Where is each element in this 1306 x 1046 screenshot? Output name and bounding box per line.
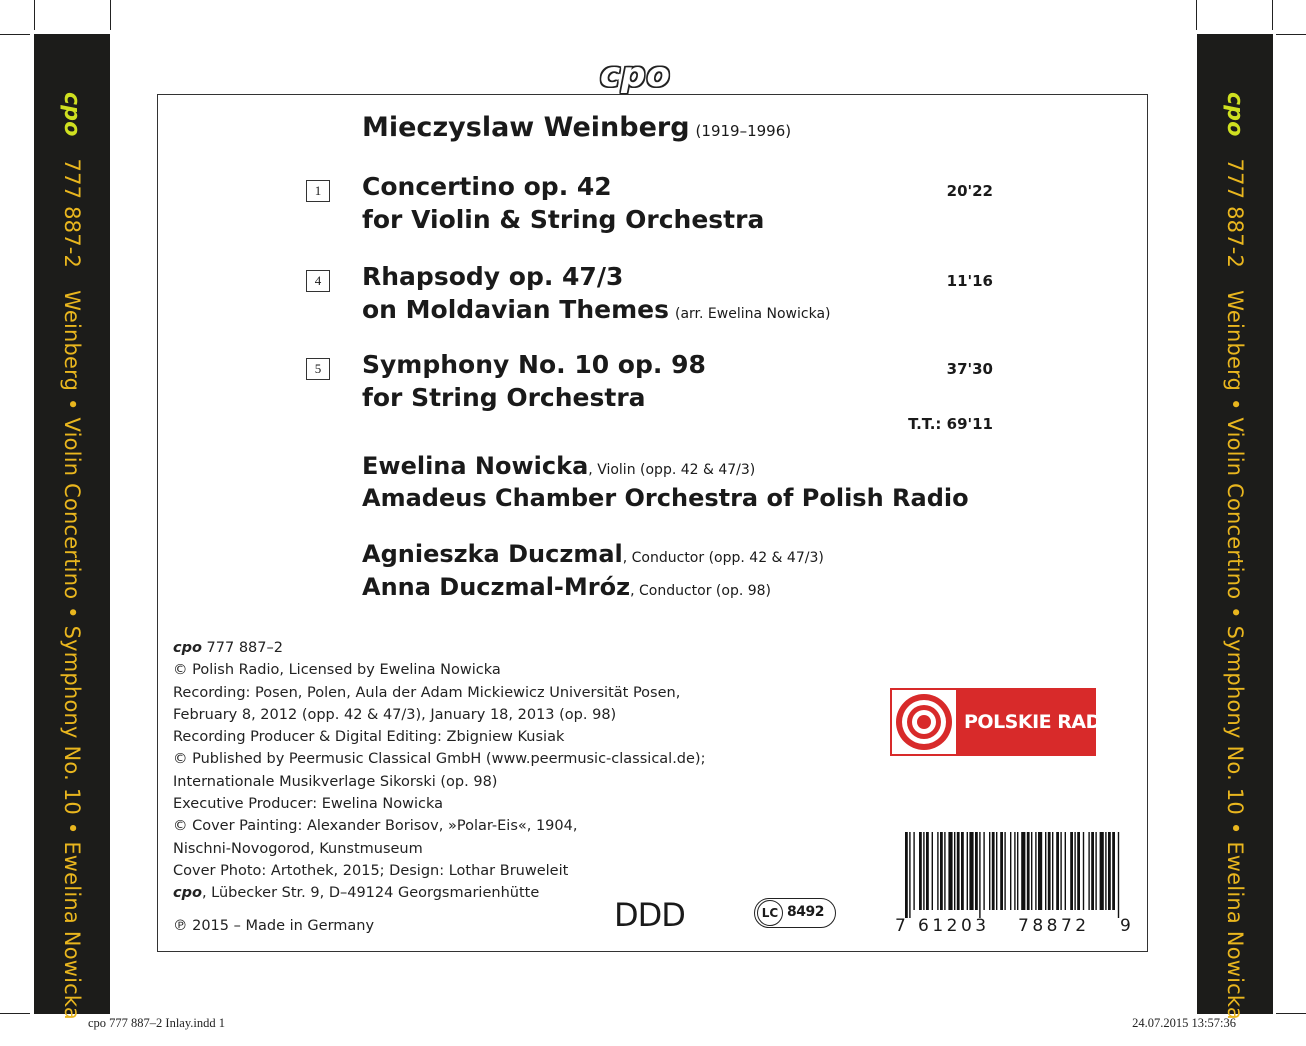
left-spine: [34, 34, 110, 1020]
barcode-bar: [1056, 832, 1059, 910]
label-code: [754, 898, 836, 928]
credits-line: Executive Producer: Ewelina Nowicka: [173, 796, 443, 813]
barcode-bar: [1014, 832, 1015, 910]
performer: [362, 452, 755, 480]
credits-block: [173, 637, 705, 937]
performer: [362, 484, 969, 512]
spine-text: [1197, 34, 1273, 1020]
barcode-bar: [1108, 832, 1111, 910]
right-spine: [1197, 34, 1273, 1020]
slug-left: cpo 777 887–2 Inlay.indd 1: [88, 1016, 226, 1030]
track-number: 1: [306, 180, 330, 202]
track-number: 4: [306, 270, 330, 292]
barcode-bar: [1052, 832, 1053, 910]
barcode-bar: [937, 832, 938, 910]
barcode-bar: [1088, 832, 1089, 910]
work-line1: Symphony No. 10 op. 98: [362, 350, 706, 379]
spine-catalog: 777 887-2: [1223, 158, 1247, 269]
barcode-bar: [919, 832, 922, 910]
barcode-bar: [961, 832, 964, 910]
credits-catalog: 777 887–2: [201, 640, 283, 656]
barcode-group: 61203: [918, 916, 990, 936]
crop-mark: [1196, 0, 1197, 30]
radio-target-icon: [892, 690, 956, 754]
barcode-last-digit: 9: [1120, 916, 1135, 936]
barcode-bar: [1031, 832, 1032, 910]
barcode-bar: [979, 832, 980, 918]
credits-line: © Published by Peermusic Classical GmbH (www.peermusic-classical.de);: [173, 751, 706, 768]
barcode-bar: [1100, 832, 1104, 910]
barcode: [903, 832, 1123, 918]
barcode-bar: [1112, 832, 1115, 910]
barcode-bar: [1074, 832, 1075, 910]
performer-name: Amadeus Chamber Orchestra of Polish Radio: [362, 484, 969, 512]
performer-role: , Conductor (op. 98): [630, 583, 772, 599]
lc-number: 8492: [787, 904, 824, 920]
barcode-bar: [948, 832, 952, 910]
barcode-bar: [932, 832, 933, 910]
barcode-bar: [967, 832, 968, 910]
work-note: (arr. Ewelina Nowicka): [675, 306, 831, 322]
barcode-bar: [1070, 832, 1073, 910]
barcode-bar: [1091, 832, 1094, 910]
crop-mark: [1272, 0, 1273, 30]
credits-line: Cover Photo: Artothek, 2015; Design: Lothar Bruweleit: [173, 862, 569, 879]
barcode-bar: [969, 832, 973, 910]
barcode-bar: [975, 832, 978, 910]
credits-line: February 8, 2012 (opp. 42 & 47/3), January 18, 2013 (op. 98): [173, 706, 617, 723]
credits-address: , Lübecker Str. 9, D–49124 Georgsmarienhütte: [201, 885, 540, 902]
performer-role: , Conductor (opp. 42 & 47/3): [622, 550, 824, 566]
barcode-bar: [1027, 832, 1030, 910]
total-time: T.T.: 69'11: [908, 415, 993, 433]
spine-logo: cpo: [59, 92, 85, 137]
performer-name: Ewelina Nowicka: [362, 452, 589, 480]
performer-name: Anna Duczmal-Mróz: [362, 573, 631, 601]
work-duration: 20'22: [946, 182, 993, 200]
barcode-bar: [923, 832, 924, 910]
barcode-bar: [1077, 832, 1080, 910]
barcode-bar: [913, 832, 914, 910]
barcode-bar: [1083, 832, 1084, 910]
barcode-bar: [1017, 832, 1018, 910]
credits-line: Internationale Musikverlage Sikorski (op. 98): [173, 773, 498, 790]
work-line2: for String Orchestra: [362, 383, 646, 412]
crop-mark: [110, 0, 111, 30]
polskie-radio-logo: [890, 688, 1124, 756]
work-line2: for Violin & String Orchestra: [362, 205, 765, 234]
barcode-bar: [1048, 832, 1051, 910]
slug-right: 24.07.2015 13:57:36: [1132, 1016, 1236, 1030]
barcode-bar: [1095, 832, 1096, 910]
credits-cpo-logo: cpo: [173, 885, 202, 902]
composer-dates: (1919–1996): [695, 122, 792, 140]
barcode-bar: [1105, 832, 1106, 910]
barcode-first-digit: 7: [895, 916, 910, 936]
work-duration: 11'16: [946, 272, 993, 290]
barcode-bar: [1035, 832, 1036, 910]
performer: [362, 573, 771, 601]
performer: [362, 540, 824, 568]
crop-mark: [34, 0, 35, 30]
cpo-logo: cpo: [600, 55, 671, 95]
barcode-bar: [1118, 832, 1119, 918]
credits-cpo-logo: cpo: [173, 640, 202, 656]
ddd-mark: DDD: [614, 896, 685, 934]
spine-catalog: 777 887-2: [60, 158, 84, 269]
performer-role: , Violin (opp. 42 & 47/3): [588, 462, 756, 478]
barcode-bar: [926, 832, 929, 910]
barcode-bar: [989, 832, 990, 910]
barcode-bar: [905, 832, 908, 918]
performer-name: Agnieszka Duczmal: [362, 540, 623, 568]
barcode-bar: [1000, 832, 1003, 910]
composer-heading: [362, 112, 791, 143]
barcode-bar: [992, 832, 995, 910]
composer-name: Mieczyslaw Weinberg: [362, 112, 690, 143]
spine-title: Weinberg • Violin Concertino • Symphony No. 10 • Ewelina Nowicka: [60, 290, 84, 1020]
credits-made-in: ℗ 2015 – Made in Germany: [173, 917, 375, 934]
barcode-bar: [1060, 832, 1061, 910]
work-line2: on Moldavian Themes: [362, 295, 669, 324]
work-title: [362, 260, 831, 331]
barcode-group: 78872: [1018, 916, 1090, 936]
barcode-bar: [940, 832, 943, 910]
barcode-bar: [957, 832, 960, 910]
barcode-bar: [1065, 832, 1066, 910]
work-line1: Rhapsody op. 47/3: [362, 262, 624, 291]
work-duration: 37'30: [946, 360, 993, 378]
barcode-bar: [909, 832, 910, 918]
barcode-bar: [1010, 832, 1011, 910]
barcode-bar: [944, 832, 945, 910]
barcode-bar: [954, 832, 955, 910]
spine-logo: cpo: [1222, 92, 1248, 137]
work-line1: Concertino op. 42: [362, 172, 612, 201]
barcode-bar: [983, 832, 984, 910]
spine-text: [34, 34, 110, 1020]
credits-line: © Cover Painting: Alexander Borisov, »Polar-Eis«, 1904,: [173, 818, 578, 835]
credits-line: © Polish Radio, Licensed by Ewelina Nowicka: [173, 662, 501, 679]
credits-line: Recording Producer & Digital Editing: Zbigniew Kusiak: [173, 729, 565, 746]
radio-label: POLSKIE RADIO: [964, 711, 1124, 733]
crop-mark: [1276, 34, 1306, 35]
crop-mark: [0, 34, 30, 35]
work-title: [362, 348, 706, 414]
work-title: [362, 170, 764, 236]
spine-title: Weinberg • Violin Concertino • Symphony No. 10 • Ewelina Nowicka: [1223, 290, 1247, 1020]
barcode-bar: [1021, 832, 1025, 910]
barcode-bar: [1045, 832, 1046, 910]
barcode-bar: [1004, 832, 1005, 910]
credits-line: Recording: Posen, Polen, Aula der Adam Mickiewicz Universität Posen,: [173, 684, 681, 701]
credits-line: Nischni-Novogorod, Kunstmuseum: [173, 840, 423, 857]
barcode-bar: [996, 832, 997, 910]
track-number: 5: [306, 358, 330, 380]
lc-prefix: LC: [757, 900, 783, 926]
crop-mark: [0, 1013, 30, 1014]
barcode-bar: [1038, 832, 1042, 910]
crop-mark: [1276, 1013, 1306, 1014]
